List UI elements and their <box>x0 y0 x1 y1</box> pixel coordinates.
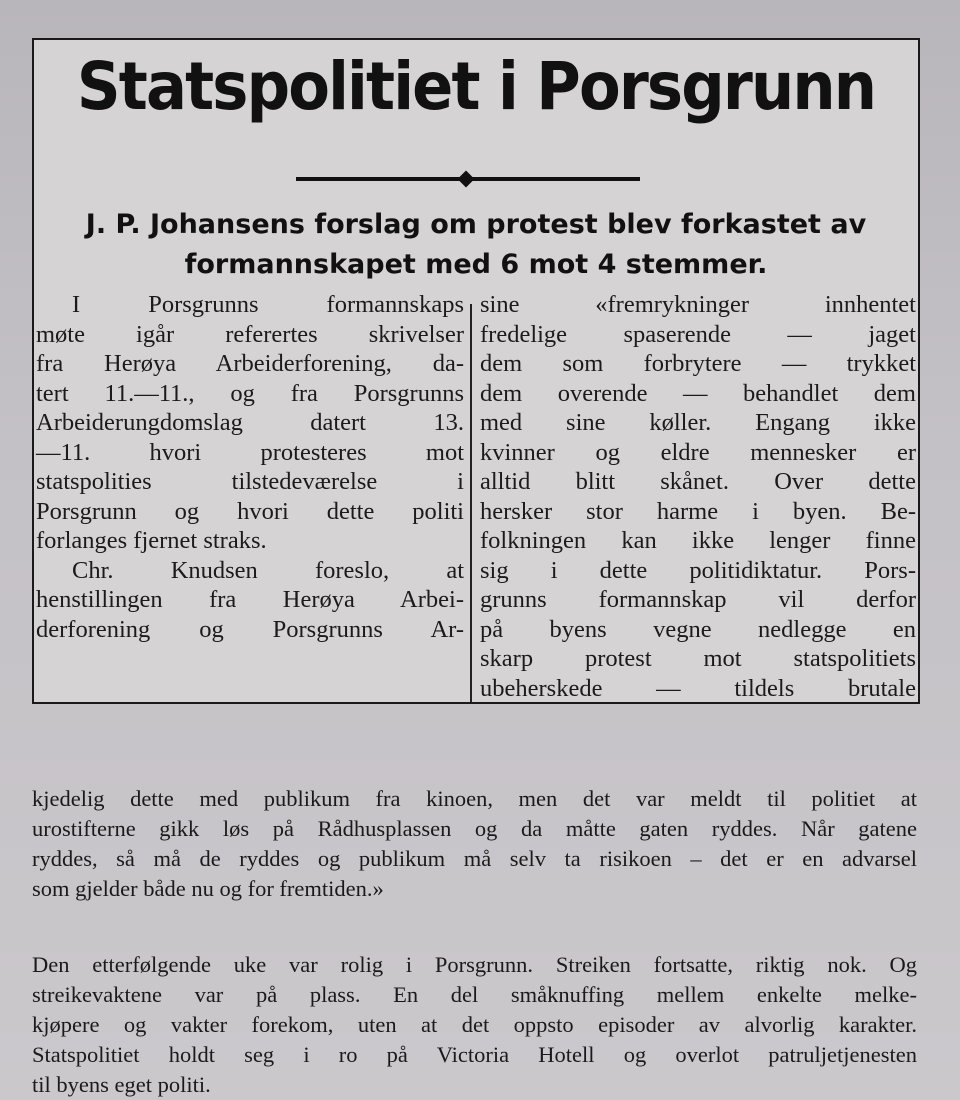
clipping-headline: Statspolitiet i Porsgrunn <box>76 48 876 125</box>
clipping-right-column <box>480 290 916 703</box>
column-line: forlanges fjernet straks. <box>36 527 267 554</box>
body-paragraph-2 <box>32 950 917 1100</box>
column-divider <box>470 304 472 704</box>
column-line: på byens vegne nedlegge en <box>480 615 916 643</box>
body-line: urostifterne gikk løs på Rådhusplassen og da måtte gaten ryddes. Når gatene <box>32 816 917 841</box>
column-line: møte igår referertes skrivelser <box>36 320 464 348</box>
column-line: henstillingen fra Herøya Arbei- <box>36 586 464 613</box>
column-line: —11. hvori protesteres mot <box>36 438 464 466</box>
body-line: Den etterfølgende uke var rolig i Porsgrunn. Streiken fortsatte, riktig nok. Og <box>32 952 917 977</box>
column-line: derforening og Porsgrunns Ar- <box>36 615 464 643</box>
body-paragraph-1 <box>32 784 917 904</box>
column-line: dem som forbrytere — trykket <box>480 350 916 377</box>
column-line: fredelige spaserende — jaget <box>480 320 916 348</box>
column-line: alltid blitt skånet. Over dette <box>480 468 916 495</box>
divider-ornament <box>458 171 475 188</box>
body-line: streikevaktene var på plass. En del småknuffing mellem enkelte melke- <box>32 982 917 1007</box>
body-line: kjedelig dette med publikum fra kinoen, men det var meldt til politiet at <box>32 786 917 811</box>
column-line: med sine køller. Engang ikke <box>480 409 916 436</box>
body-line: Statspolitiet holdt seg i ro på Victoria Hotell og overlot patruljetjenesten <box>32 1042 917 1067</box>
column-line: tert 11.—11., og fra Porsgrunns <box>36 379 464 407</box>
subhead-line: J. P. Johansens forslag om protest blev forkastet av <box>85 209 867 240</box>
column-line: dem overende — behandlet dem <box>480 379 916 407</box>
column-line: folkningen kan ikke lenger finne <box>480 527 916 554</box>
column-line: ubeherskede — tildels brutale <box>480 674 916 702</box>
body-line: som gjelder både nu og for fremtiden.» <box>32 876 384 901</box>
column-line: I Porsgrunns formannskaps <box>72 291 464 318</box>
column-line: kvinner og eldre mennesker er <box>480 438 916 466</box>
newspaper-clipping <box>32 38 920 704</box>
column-line: skarp protest mot statspolitiets <box>480 645 916 672</box>
subhead-line: formannskapet med 6 mot 4 stemmer. <box>184 249 768 280</box>
column-line: grunns formannskap vil derfor <box>480 586 916 613</box>
column-line: sig i dette politidiktatur. Pors- <box>480 556 916 584</box>
column-line: sine «fremrykninger innhentet <box>480 291 916 318</box>
clipping-left-column <box>36 290 464 644</box>
column-line: Arbeiderungdomslag datert 13. <box>36 409 464 436</box>
column-line: Chr. Knudsen foreslo, at <box>72 556 464 584</box>
body-line: til byens eget politi. <box>32 1072 211 1097</box>
column-line: statspolities tilstedeværelse i <box>36 468 464 495</box>
column-line: Porsgrunn og hvori dette politi <box>36 497 464 525</box>
body-line: kjøpere og vakter forekom, uten at det oppsto episoder av alvorlig karakter. <box>32 1012 917 1037</box>
body-line: ryddes, så må de ryddes og publikum må selv ta risikoen – det er en advarsel <box>32 846 917 871</box>
column-line: hersker stor harme i byen. Be- <box>480 497 916 525</box>
clipping-subhead <box>54 205 898 285</box>
column-line: fra Herøya Arbeiderforening, da- <box>36 350 464 377</box>
